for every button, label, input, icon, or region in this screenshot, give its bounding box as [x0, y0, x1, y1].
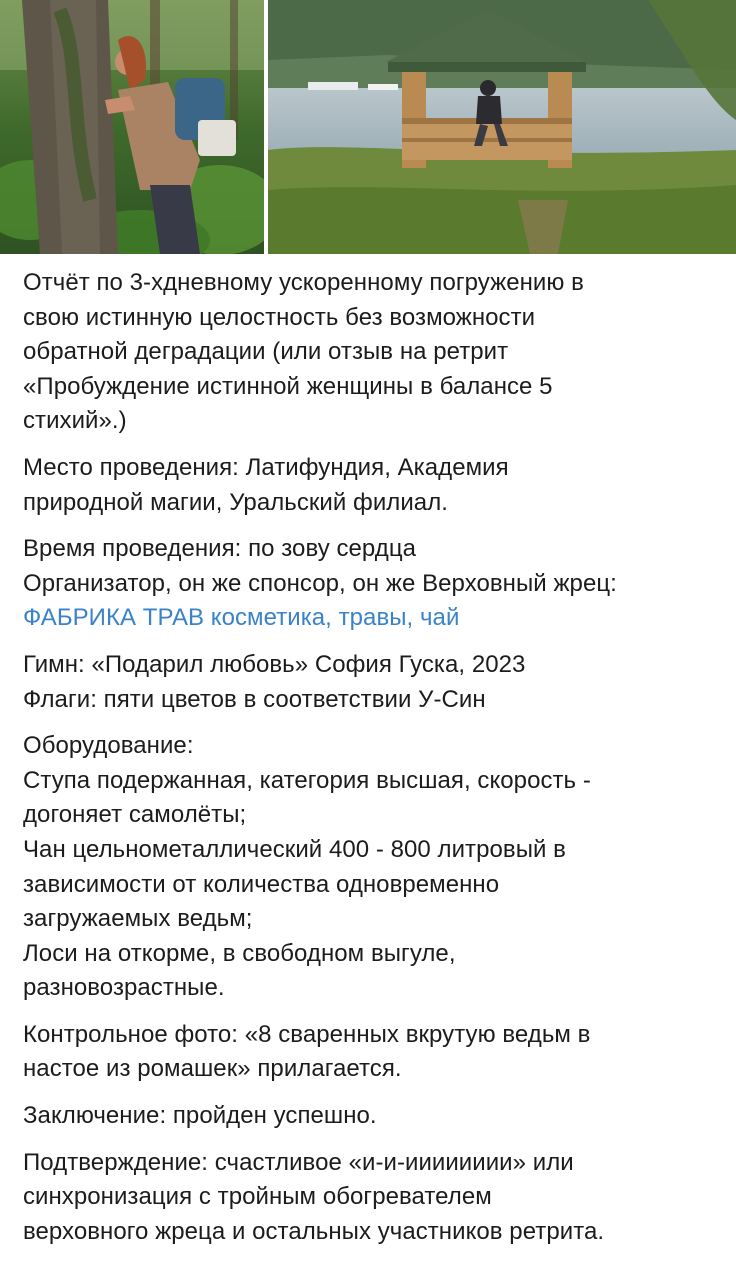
text-line: Контрольное фото: «8 сваренных вкрутую ведьм в: [23, 1020, 591, 1048]
text-line: Время проведения: по зову сердца: [23, 535, 417, 563]
text-line: природной магии, Уральский филиал.: [23, 488, 448, 516]
confirmation-paragraph: [23, 1146, 723, 1250]
text-line: Лоси на откорме, в свободном выгуле,: [23, 939, 456, 967]
text-line: обратной деградации (или отзыв на ретрит: [23, 338, 509, 366]
text-line: Ступа подержанная, категория высшая, скорость -: [23, 766, 591, 794]
organizer-link[interactable]: ФАБРИКА ТРАВ косметика, травы, чай: [23, 604, 460, 632]
text-line: Оборудование:: [23, 732, 194, 760]
text-line: Отчёт по 3-хдневному ускоренному погружению в: [23, 269, 584, 296]
post-body: [23, 266, 723, 1261]
text-line: Место проведения: Латифундия, Академия: [23, 453, 509, 481]
forest-woman-image: [0, 0, 264, 254]
text-line: Чан цельнометаллический 400 - 800 литровый в: [23, 835, 566, 863]
lake-gazebo-photo[interactable]: [268, 0, 736, 254]
conclusion-paragraph: [23, 1099, 723, 1134]
time-organizer-paragraph: [23, 532, 723, 636]
text-line: настое из ромашек» прилагается.: [23, 1055, 402, 1083]
text-line: верховного жреца и остальных участников ретрита.: [23, 1217, 605, 1245]
text-line: стихий».): [23, 407, 127, 435]
text-line: Организатор, он же спонсор, он же Верховный жрец:: [23, 569, 617, 597]
anthem-flags-paragraph: [23, 648, 723, 717]
control-photo-paragraph: [23, 1018, 723, 1087]
text-line: загружаемых ведьм;: [23, 905, 253, 933]
venue-paragraph: [23, 451, 723, 520]
report-intro-paragraph: [23, 266, 723, 439]
text-line: Флаги: пяти цветов в соответствии У-Син: [23, 685, 486, 713]
lake-gazebo-image: [268, 0, 736, 254]
text-line: синхронизация с тройным обогревателем: [23, 1183, 492, 1211]
text-line: Заключение: пройден успешно.: [23, 1102, 377, 1130]
text-line: зависимости от количества одновременно: [23, 870, 500, 898]
text-line: разновозрастные.: [23, 974, 225, 1002]
text-line: Гимн: «Подарил любовь» София Гуска, 2023: [23, 650, 526, 678]
photo-grid: [0, 0, 736, 254]
forest-woman-photo[interactable]: [0, 0, 264, 254]
equipment-paragraph: [23, 729, 723, 1006]
text-line: «Пробуждение истинной женщины в балансе 5: [23, 372, 553, 400]
text-line: Подтверждение: счастливое «и-и-ииииииии» или: [23, 1148, 574, 1176]
text-line: догоняет самолёты;: [23, 801, 247, 829]
text-line: свою истинную целостность без возможности: [23, 303, 536, 331]
